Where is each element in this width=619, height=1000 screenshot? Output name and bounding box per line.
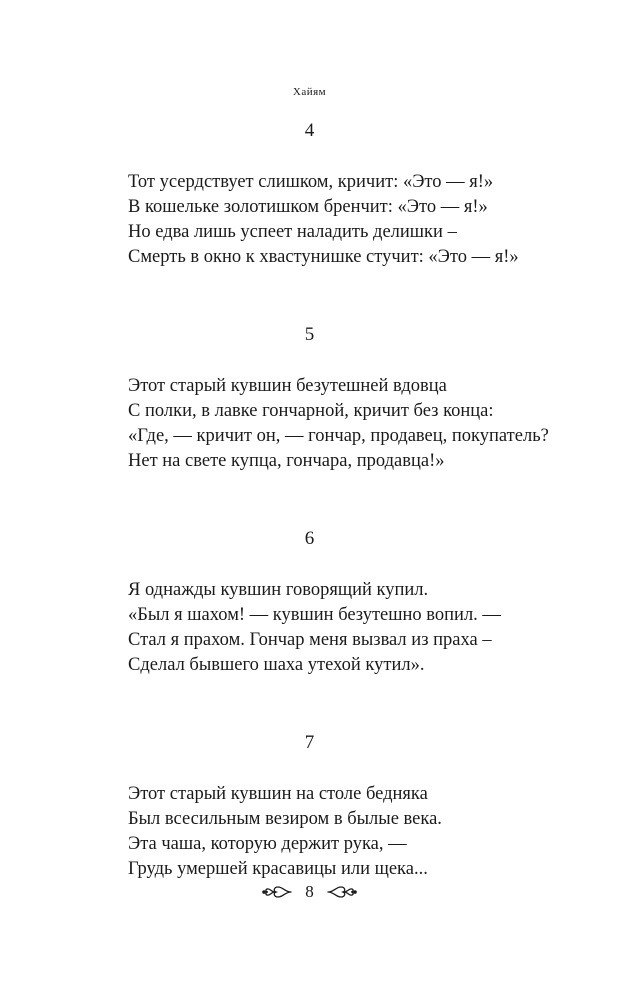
verse-line: Стал я прахом. Гончар меня вызвал из праха – <box>128 630 492 650</box>
verse-line: С полки, в лавке гончарной, кричит без конца: <box>128 401 494 421</box>
fleuron-left-icon <box>261 884 293 900</box>
poem-4 <box>0 120 619 270</box>
verse-line: Грудь умершей красавицы или щека... <box>128 859 428 879</box>
page-footer <box>0 880 619 903</box>
stanza <box>0 782 619 882</box>
verse-line: Этот старый кувшин безутешней вдовца <box>128 376 447 396</box>
verse-line: Но едва лишь успеет наладить делишки – <box>128 222 457 242</box>
verse-line: «Был я шахом! — кувшин безутешно вопил. — <box>128 605 501 625</box>
stanza <box>0 578 619 678</box>
verse-line: Эта чаша, которую держит рука, — <box>128 834 407 854</box>
verse-line: Этот старый кувшин на столе бедняка <box>128 784 428 804</box>
verse-line: Смерть в окно к хвастунишке стучит: «Это — я!» <box>128 247 519 267</box>
verse-line: Я однажды кувшин говорящий купил. <box>128 580 429 600</box>
fleuron-right-icon <box>326 884 358 900</box>
stanza <box>0 170 619 270</box>
poem-number: 4 <box>304 120 315 141</box>
page-number: 8 <box>305 882 314 902</box>
poem-number: 6 <box>304 528 315 549</box>
verse-line: Был всесильным везиром в былые века. <box>128 809 442 829</box>
verse-line: «Где, — кричит он, — гончар, продавец, покупатель? <box>128 426 549 446</box>
poem-number: 5 <box>304 324 315 345</box>
verse-line: Тот усердствует слишком, кричит: «Это — я!» <box>128 172 494 192</box>
running-head: Хайям <box>292 86 327 98</box>
poem-number: 7 <box>304 732 315 753</box>
poem-6 <box>0 528 619 678</box>
verse-line: Сделал бывшего шаха утехой кутил». <box>128 655 425 675</box>
verse-line: В кошельке золотишком бренчит: «Это — я!» <box>128 197 488 217</box>
stanza <box>0 374 619 474</box>
poem-5 <box>0 324 619 474</box>
verse-line: Нет на свете купца, гончара, продавца!» <box>128 451 445 471</box>
poem-7 <box>0 732 619 882</box>
